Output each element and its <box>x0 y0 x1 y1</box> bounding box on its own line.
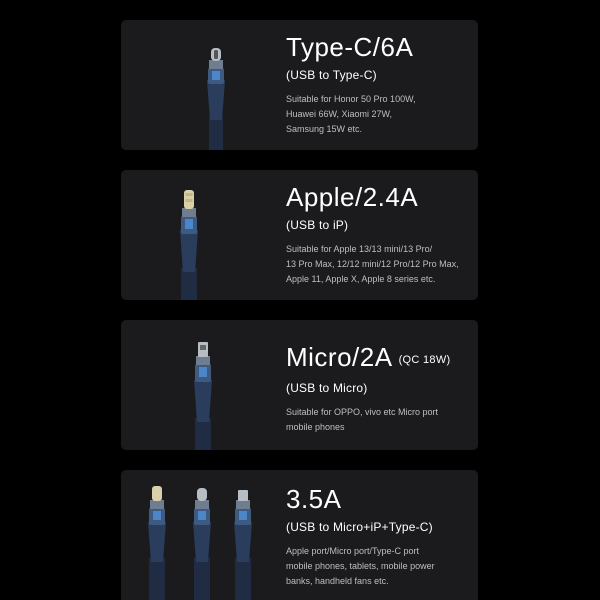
panel-type-c <box>121 20 478 150</box>
type-c-connector-icon <box>197 488 207 501</box>
lightning-connector-icon <box>152 486 162 501</box>
qc-badge: (QC 18W) <box>398 354 451 366</box>
panel-description: Suitable for Apple 13/13 mini/13 Pro/ 13 Pro Max, 12/12 mini/12 Pro/12 Pro Max, Apple 11, Apple X, Apple 8 series etc. <box>286 244 459 284</box>
micro-usb-connector-icon <box>238 490 248 501</box>
micro-usb-cable-image <box>121 320 281 450</box>
panel-description: Suitable for Honor 50 Pro 100W, Huawei 66W, Xiaomi 27W, Samsung 15W etc. <box>286 94 416 134</box>
lightning-cable-image <box>121 170 281 300</box>
panel-title: Type-C/6A <box>286 32 414 62</box>
panel-micro <box>121 320 478 450</box>
panel-3-in-1 <box>121 470 478 600</box>
panel-subtitle: (USB to Type-C) <box>286 68 377 82</box>
panel-description: Apple port/Micro port/Type-C port mobile phones, tablets, mobile power banks, handheld fans etc. <box>286 546 435 586</box>
panel-subtitle: (USB to Micro+iP+Type-C) <box>286 520 433 534</box>
panel-description: Suitable for OPPO, vivo etc Micro port mobile phones <box>286 407 439 432</box>
panel-title: Apple/2.4A <box>286 182 419 212</box>
three-in-one-cable-image <box>121 470 281 600</box>
panel-apple <box>121 170 478 300</box>
type-c-cable-image <box>121 20 281 150</box>
panel-subtitle: (USB to iP) <box>286 218 349 232</box>
panel-subtitle: (USB to Micro) <box>286 381 368 395</box>
panel-title: Micro/2A (QC 18W) <box>286 342 451 372</box>
panel-title: 3.5A <box>286 484 342 514</box>
